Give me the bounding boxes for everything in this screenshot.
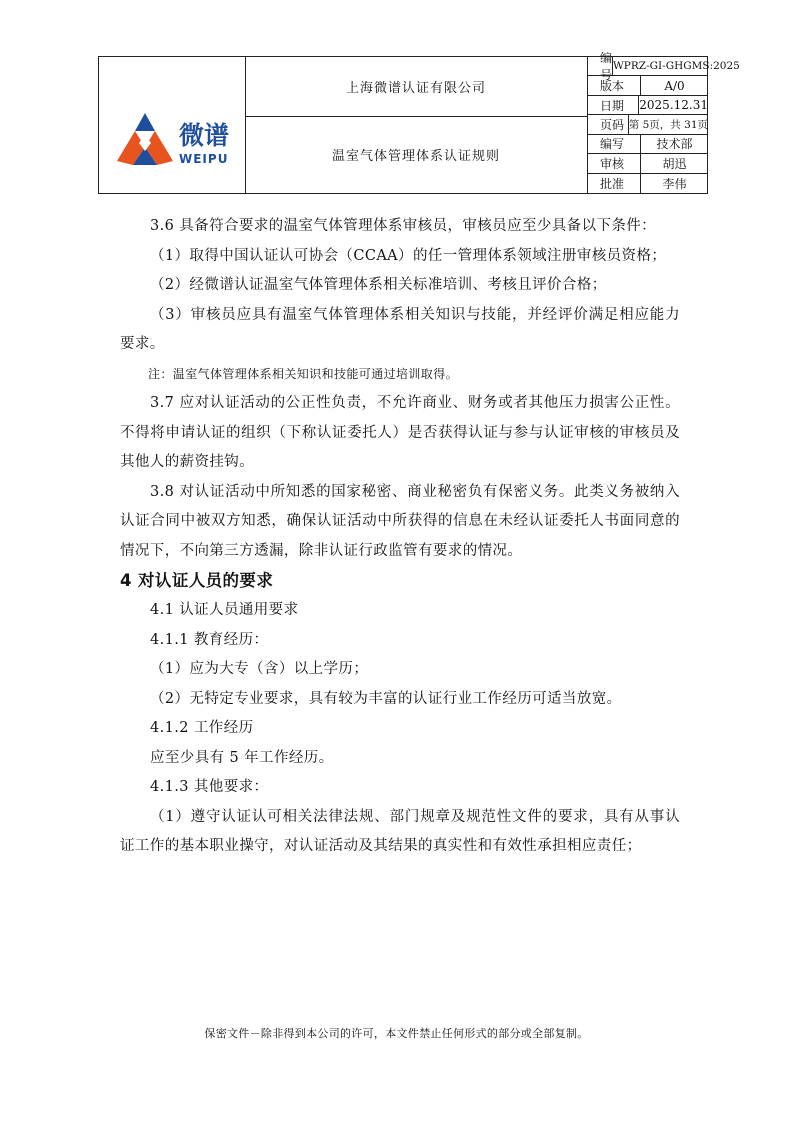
meta-label: 日期 bbox=[588, 96, 639, 114]
confidential-footer: 保密文件－除非得到本公司的许可，本文件禁止任何形式的部分或全部复制。 bbox=[204, 1027, 589, 1040]
meta-label: 审核 bbox=[588, 154, 641, 172]
logo-en-text: WEIPU bbox=[179, 152, 229, 166]
meta-row-version bbox=[588, 76, 708, 95]
company-name: 上海微谱认证有限公司 bbox=[245, 57, 587, 117]
paragraph-3-6-item-3: （3）审核员应具有温室气体管理体系相关知识与技能，并经评价满足相应能力要求。 bbox=[120, 306, 680, 352]
meta-value: 胡迅 bbox=[662, 156, 687, 171]
meta-label: 批准 bbox=[588, 174, 641, 193]
section-4-heading: 4 对认证人员的要求 bbox=[120, 571, 274, 590]
logo-cell bbox=[99, 57, 246, 193]
subsection-4-1-1-item-2: （2）无特定专业要求，具有较为丰富的认证行业工作经历可适当放宽。 bbox=[150, 690, 622, 707]
note: 注：温室气体管理体系相关知识和技能可通过培训取得。 bbox=[148, 366, 459, 381]
meta-row-reviewer bbox=[588, 154, 708, 173]
meta-label: 版本 bbox=[588, 76, 641, 94]
subsection-4-1-3-item-1: （1）遵守认证认可相关法律法规、部门规章及规范性文件的要求，具有从事认证工作的基本职业操守，对认证活动及其结果的真实性和有效性承担相应责任； bbox=[120, 808, 680, 854]
subsection-4-1-2-text: 应至少具有 5 年工作经历。 bbox=[150, 749, 334, 766]
meta-row-page bbox=[588, 115, 708, 134]
document-header bbox=[98, 51, 740, 194]
subsection-4-1-1-item-1: （1）应为大专（含）以上学历； bbox=[150, 661, 369, 677]
paragraph-3-8: 3.8 对认证活动中所知悉的国家秘密、商业秘密负有保密义务。此类义务被纳入认证合同中被双方知悉，确保认证活动中所获得的信息在未经认证委托人书面同意的情况下，不向第三方透漏，除非认证行政监管有要求的情况。 bbox=[120, 483, 680, 559]
meta-label: 编号 bbox=[588, 57, 613, 75]
meta-value: WPRZ-GI-GHGMS:2025 bbox=[613, 60, 740, 73]
meta-value: A/0 bbox=[664, 78, 685, 93]
subsection-4-1-2: 4.1.2 工作经历 bbox=[150, 720, 254, 736]
document-title: 温室气体管理体系认证规则 bbox=[331, 149, 500, 164]
logo-cn-text: 微谱 bbox=[179, 121, 230, 150]
subsection-4-1-1: 4.1.1 教育经历： bbox=[150, 631, 269, 648]
meta-value: 技术部 bbox=[656, 137, 693, 152]
meta-label: 编写 bbox=[588, 135, 641, 153]
company-logo bbox=[99, 57, 245, 193]
subsection-4-1-3: 4.1.3 其他要求： bbox=[150, 779, 269, 795]
paragraph-3-6-item-1: （1）取得中国认证认可协会（CCAA）的任一管理体系领域注册审核员资格； bbox=[150, 247, 667, 264]
meta-row-author bbox=[588, 135, 708, 154]
meta-label: 页码 bbox=[588, 115, 629, 133]
meta-value: 李伟 bbox=[662, 176, 687, 191]
meta-row-approver bbox=[588, 174, 708, 193]
meta-row-date bbox=[588, 96, 708, 115]
paragraph-3-6-item-2: （2）经微谱认证温室气体管理体系相关标准培训、考核且评价合格； bbox=[150, 277, 607, 293]
meta-value: 第 5页，共 31页 bbox=[628, 118, 708, 131]
meta-value: 2025.12.31 bbox=[639, 98, 708, 113]
paragraph-3-6: 3.6 具备符合要求的温室气体管理体系审核员，审核员应至少具备以下条件： bbox=[150, 218, 657, 234]
document-body bbox=[120, 212, 680, 862]
paragraph-3-7: 3.7 应对认证活动的公正性负责，不允许商业、财务或者其他压力损害公正性。不得将申请认证的组织（下称认证委托人）是否获得认证与参与认证审核的审核员及其他人的薪资挂钩。 bbox=[120, 395, 680, 470]
meta-table bbox=[587, 51, 740, 193]
meta-row-number bbox=[588, 51, 740, 83]
subsection-4-1: 4.1 认证人员通用要求 bbox=[150, 602, 299, 618]
